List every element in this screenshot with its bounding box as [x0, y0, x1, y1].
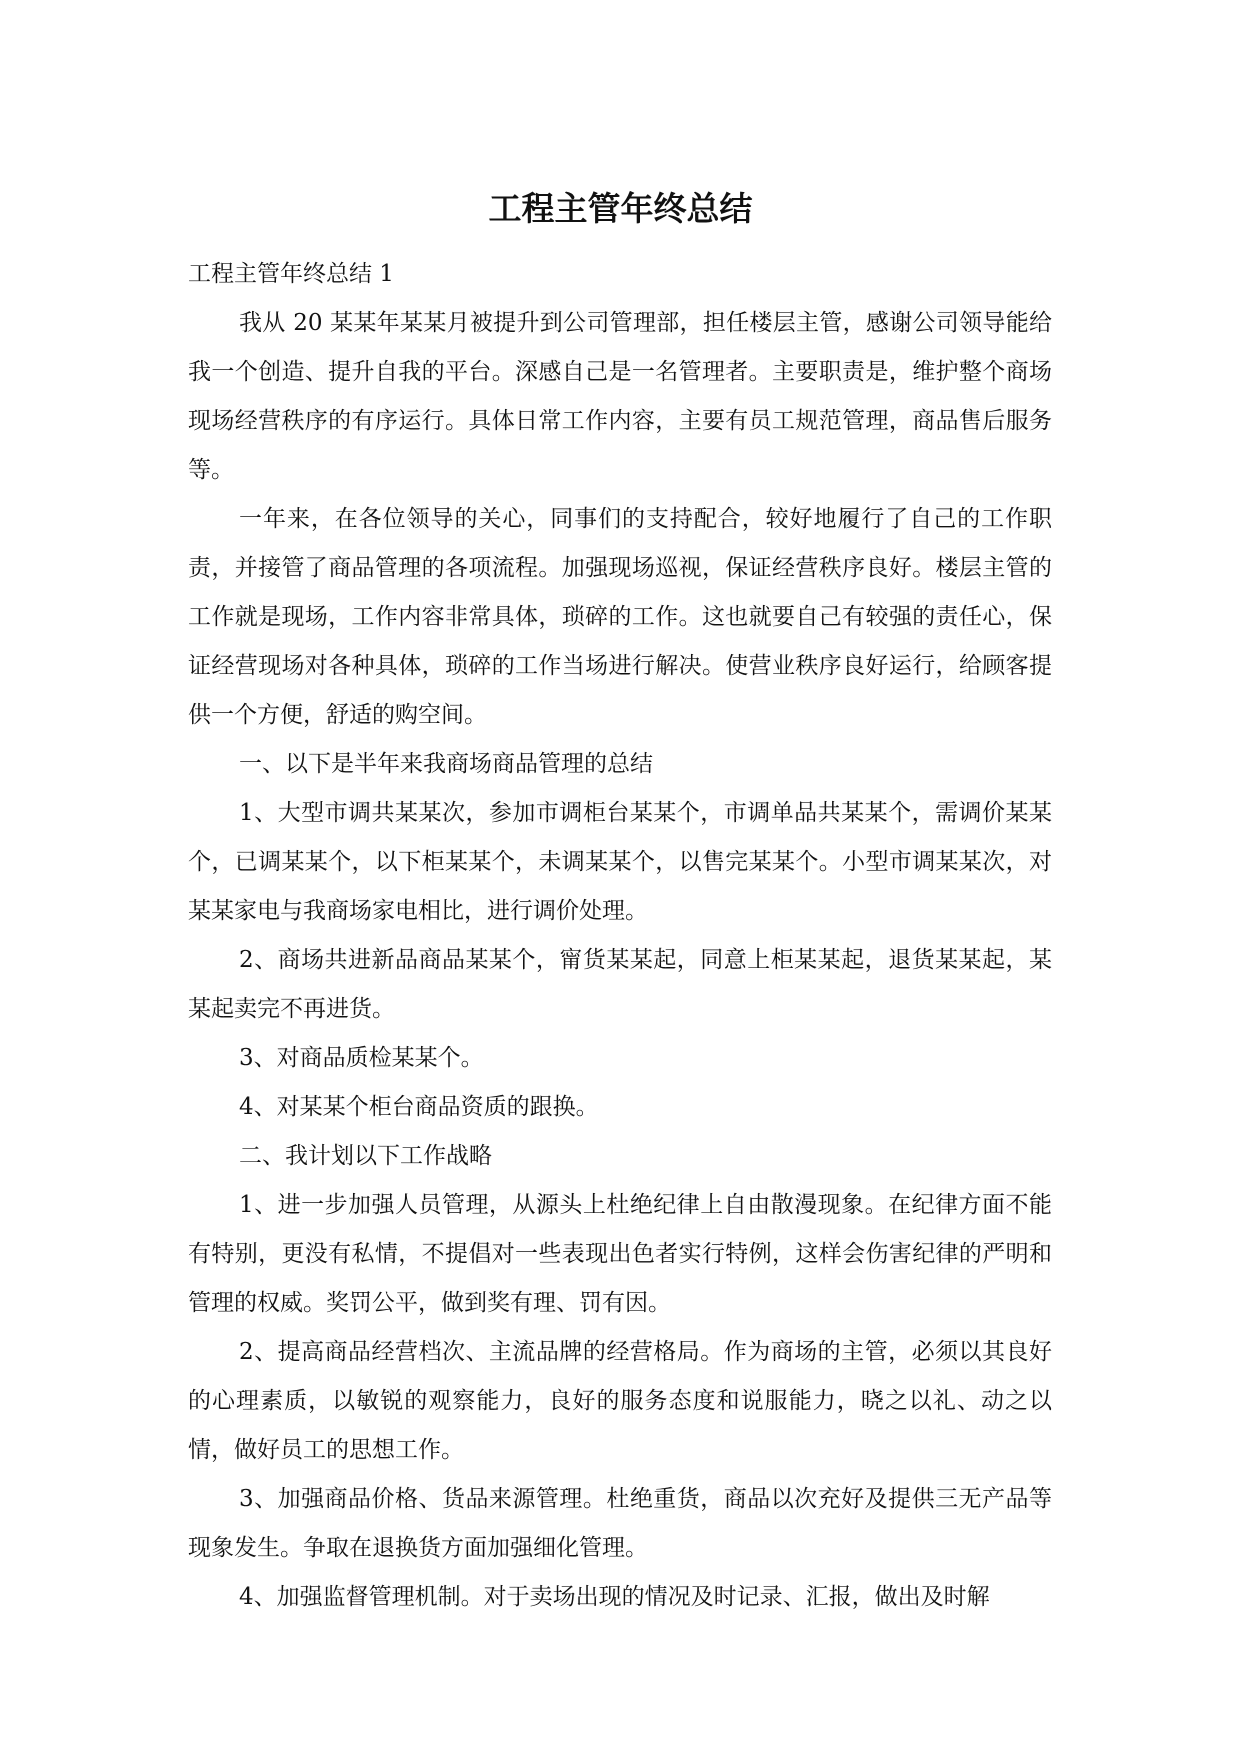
section-heading: 工程主管年终总结 1	[188, 261, 394, 287]
list-item: 3、对商品质检某某个。	[239, 1045, 484, 1071]
list-item: 1、进一步加强人员管理，从源头上杜绝纪律上自由散漫现象。在纪律方面不能有特别，更没有私情，不提倡对一些表现出色者实行特例，这样会伤害纪律的严明和管理的权威。奖罚公平，做到奖有理、罚有因。	[188, 1192, 1052, 1316]
list-item: 3、加强商品价格、货品来源管理。杜绝重货，商品以次充好及提供三无产品等现象发生。争取在退换货方面加强细化管理。	[188, 1486, 1052, 1561]
paragraph: 一年来，在各位领导的关心，同事们的支持配合，较好地履行了自己的工作职责，并接管了商品管理的各项流程。加强现场巡视，保证经营秩序良好。楼层主管的工作就是现场，工作内容非常具体，琐碎的工作。这也就要自己有较强的责任心，保证经营现场对各种具体，琐碎的工作当场进行解决。使营业秩序良好运行，给顾客提供一个方便，舒适的购空间。	[188, 506, 1052, 728]
list-item: 1、大型市调共某某次，参加市调柜台某某个，市调单品共某某个，需调价某某个，已调某某个，以下柜某某个，未调某某个，以售完某某个。小型市调某某次，对某某家电与我商场家电相比，进行调价处理。	[188, 800, 1052, 924]
document-body	[188, 250, 1052, 1622]
list-item: 2、提高商品经营档次、主流品牌的经营格局。作为商场的主管，必须以其良好的心理素质，以敏锐的观察能力，良好的服务态度和说服能力，晓之以礼、动之以情，做好员工的思想工作。	[188, 1339, 1052, 1463]
section-heading: 一、以下是半年来我商场商品管理的总结	[239, 751, 653, 777]
list-item: 4、对某某个柜台商品资质的跟换。	[239, 1094, 599, 1120]
paragraph: 我从 20 某某年某某月被提升到公司管理部，担任楼层主管，感谢公司领导能给我一个创造、提升自我的平台。深感自己是一名管理者。主要职责是，维护整个商场现场经营秩序的有序运行。具体日常工作内容，主要有员工规范管理，商品售后服务等。	[188, 310, 1052, 483]
document-title: 工程主管年终总结	[488, 189, 753, 228]
list-item: 4、加强监督管理机制。对于卖场出现的情况及时记录、汇报，做出及时解	[239, 1584, 990, 1610]
section-heading: 二、我计划以下工作战略	[239, 1143, 492, 1169]
list-item: 2、商场共进新品商品某某个，甯货某某起，同意上柜某某起，退货某某起，某某起卖完不再进货。	[188, 947, 1052, 1022]
